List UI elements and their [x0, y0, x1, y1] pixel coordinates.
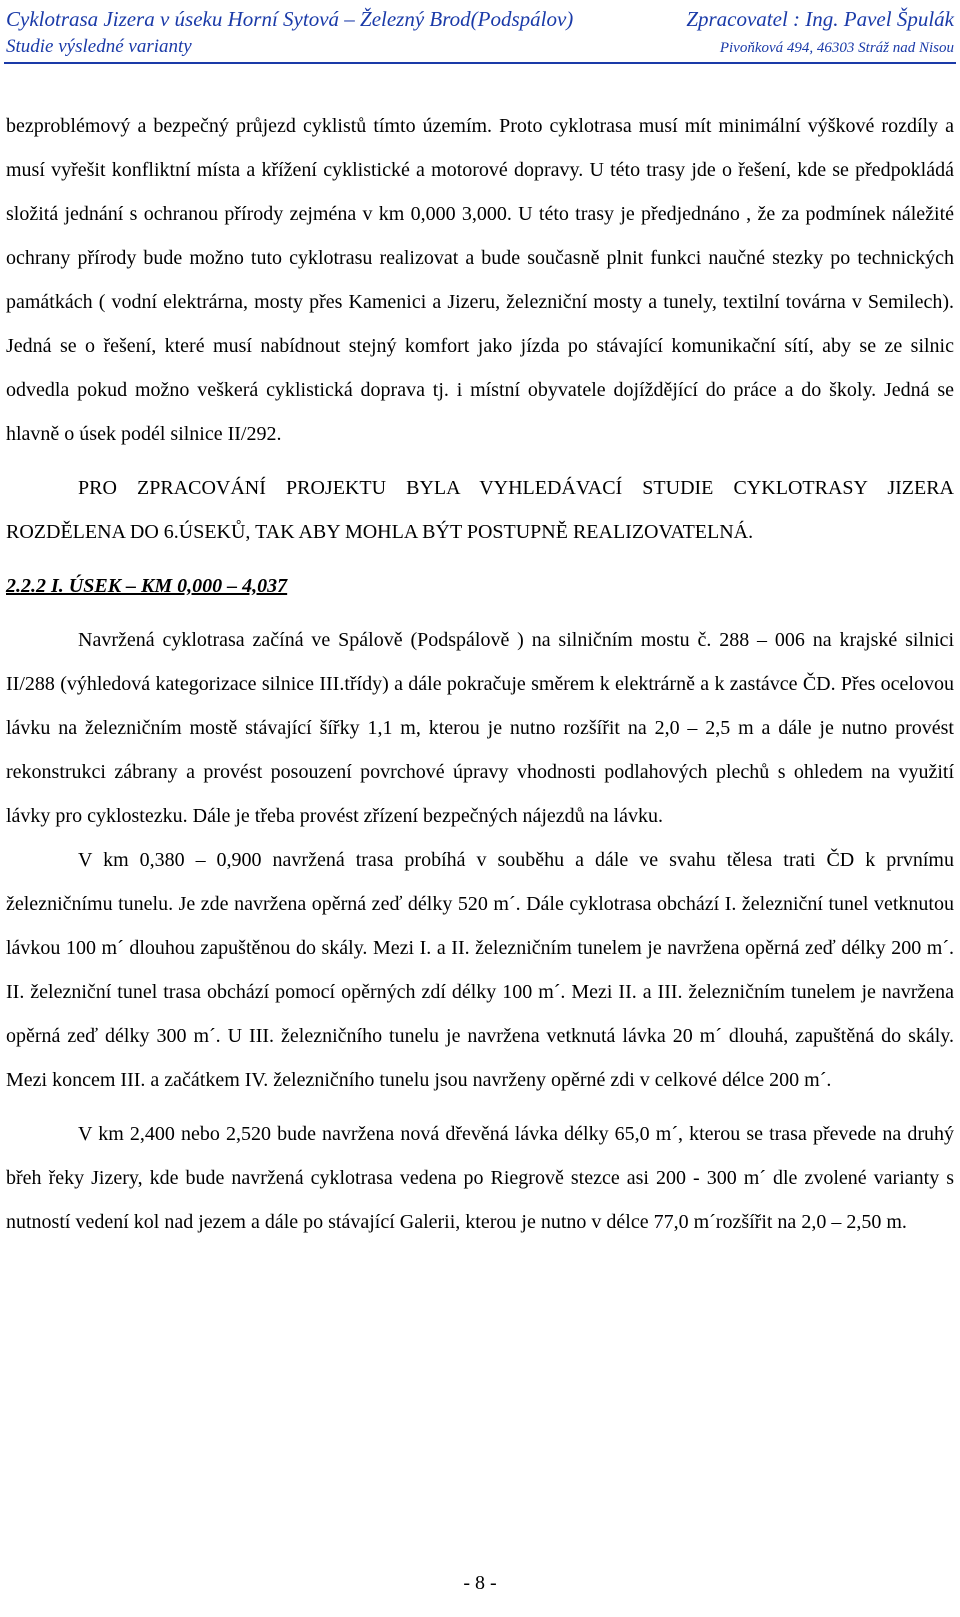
header-title: Cyklotrasa Jizera v úseku Horní Sytová – Železný Brod(Podspálov): [6, 7, 574, 31]
paragraph-route-start: Navržená cyklotrasa začíná ve Spálově (Podspálově ) na silničním mostu č. 288 – 006 na krajské silnici II/288 (výhledová kategorizace silnice III.třídy) a dále pokračuje směrem k elektrárně a k zastávce ČD. Přes ocelovou lávku na železničním mostě stávající šířky 1,1 m, kterou je nutno rozšířit na 2,0 – 2,5 m a dále je nutno provést rekonstrukci zábrany a provést posouzení povrchové úpravy vhodnosti podlahových plechů s ohledem na využití lávky pro cyklostezku. Dále je třeba provést zřízení bezpečných nájezdů na lávku.: [6, 629, 954, 827]
spacer: [6, 1102, 954, 1112]
paragraph-caps-notice: PRO ZPRACOVÁNÍ PROJEKTU BYLA VYHLEDÁVACÍ STUDIE CYKLOTRASY JIZERA ROZDĚLENA DO 6.ÚSEKŮ, TAK ABY MOHLA BÝT POSTUPNĚ REALIZOVATELNÁ.: [6, 477, 954, 543]
header-author: Zpracovatel : Ing. Pavel Špulák: [686, 7, 954, 31]
paragraph-footbridge: V km 2,400 nebo 2,520 bude navržena nová dřevěná lávka délky 65,0 m´, kterou se trasa převede na druhý břeh řeky Jizery, kde bude navržená cyklotrasa vedena po Riegrově stezce asi 200 - 300 m´ dle zvolené varianty s nutností vedení kol nad jezem a dále po stávající Galerii, kterou je nutno v délce 77,0 m´rozšířit na 2,0 – 2,50 m.: [6, 1123, 954, 1233]
paragraph-tunnels: V km 0,380 – 0,900 navržená trasa probíhá v souběhu a dále ve svahu tělesa trati ČD k prvnímu železničnímu tunelu. Je zde navržena opěrná zeď délky 520 m´. Dále cyklotrasa obchází I. železniční tunel vetknutou lávkou 100 m´ dlouhou zapuštěnou do skály. Mezi I. a II. železničním tunelem je navržena opěrná zeď délky 200 m´. II. železniční tunel trasa obchází pomocí opěrných zdí délky 100 m´. Mezi II. a III. železničním tunelem je navržena opěrná zeď délky 300 m´. U III. železničního tunelu je navržena vetknutá lávka 20 m´ dlouhá, zapuštěná do skály. Mezi koncem III. a začátkem IV. železničního tunelu jsou navrženy opěrné zdi v celkové délce 200 m´.: [6, 849, 954, 1091]
spacer: [6, 608, 954, 618]
header-address: Pivoňková 494, 46303 Stráž nad Nisou: [719, 40, 954, 56]
spacer: [6, 554, 954, 564]
header-row-2: [6, 34, 954, 61]
page-header: [6, 4, 954, 61]
page-number: - 8 -: [463, 1572, 497, 1594]
paragraph-intro: bezproblémový a bezpečný průjezd cyklistů tímto územím. Proto cyklotrasa musí mít minimální výškové rozdíly a musí vyřešit konfliktní místa a křížení cyklistické a motorové dopravy. U této trasy jde o řešení, kde se předpokládá složitá jednání s ochranou přírody zejména v km 0,000 3,000. U této trasy je předjednáno , že za podmínek náležité ochrany přírody bude možno tuto cyklotrasu realizovat a bude současně plnit funkci naučné stezky po technických památkách ( vodní elektrárna, mosty přes Kamenici a Jizeru, železniční mosty a tunely, textilní továrna v Semilech). Jedná se o řešení, které musí nabídnout stejný komfort jako jízda po stávající komunikační sítí, aby se ze silnic odvedla pokud možno veškerá cyklistická doprava tj. i místní obyvatele dojíždějící do práce a do školy. Jedná se hlavně o úsek podél silnice II/292.: [6, 115, 954, 445]
section-heading: 2.2.2 I. ÚSEK – KM 0,000 – 4,037: [6, 575, 288, 597]
header-row-1: [6, 4, 954, 34]
spacer: [6, 456, 954, 466]
header-divider: [4, 62, 956, 64]
header-subtitle: Studie výsledné varianty: [6, 36, 192, 57]
document-body: [6, 104, 954, 1244]
